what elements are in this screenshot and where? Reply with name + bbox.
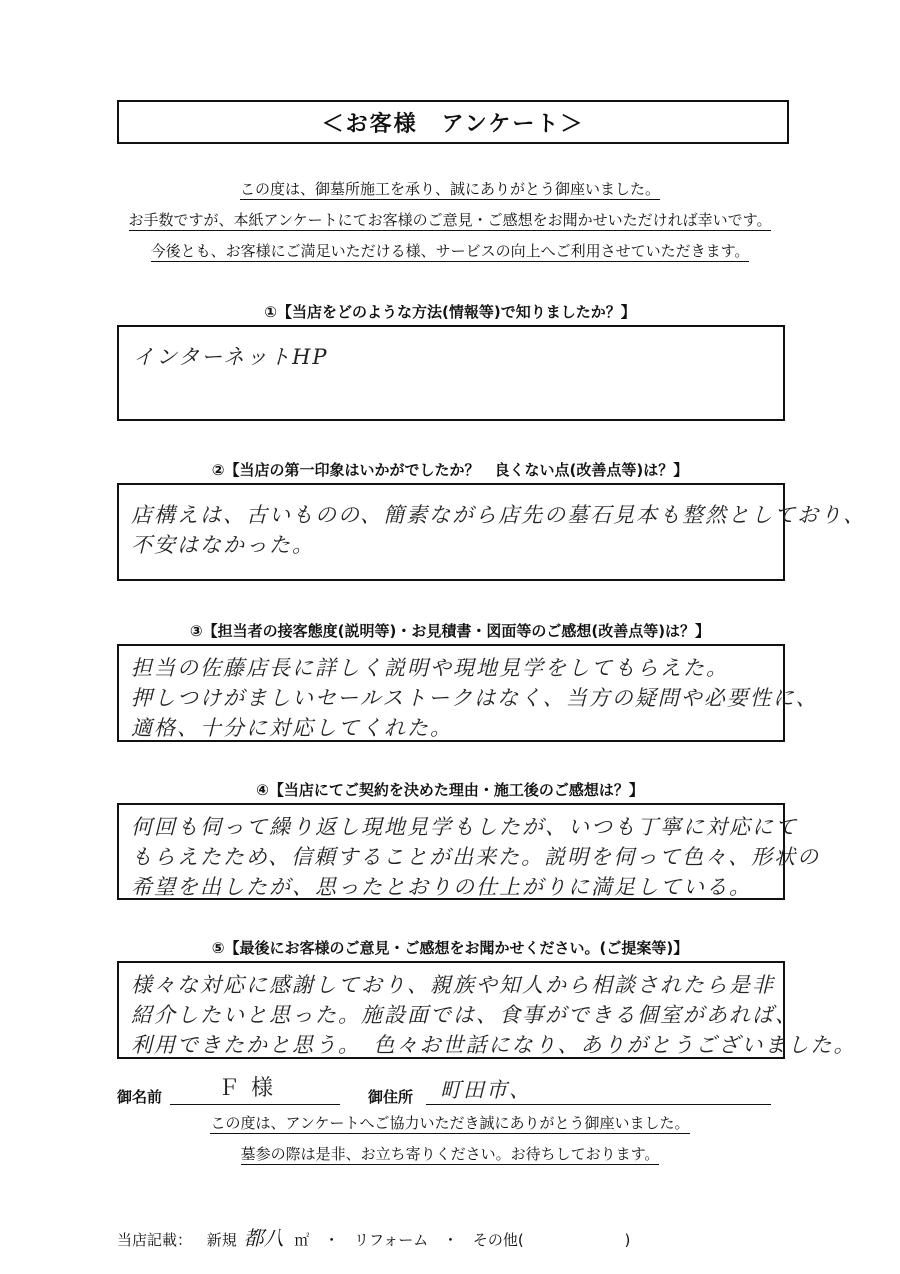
question-2-label: ②【当店の第一印象はいかがでしたか？ 良くない点(改善点等)は？】 [211,461,689,479]
question-3-answer-line: 適格、十分に対応してくれた。 [131,716,453,740]
store-entry-row [117,1222,630,1251]
question-4-answer-line: もらえたため、信頼することが出来た。説明を伺って色々、形状の [131,845,821,869]
question-5-label: ⑤【最後にお客様のご意見・ご感想をお聞かせください。(ご提案等)】 [211,939,689,957]
question-4-label: ④【当店にてご契約を決めた理由・施工後のご感想は？】 [256,781,644,799]
question-3-answer-line: 担当の佐藤店長に詳しく説明や現地見学をしてもらえた。 [131,656,729,680]
store-entry-new-label: 新規 [206,1231,237,1249]
survey-title: ＜お客様 アンケート＞ [117,100,789,144]
store-entry-reform-label: リフォーム [353,1231,429,1249]
store-entry-label: 当店記載： [117,1231,193,1249]
question-3-answer-box [117,644,819,742]
question-5-answer-line: 紹介したいと思った。施設面では、食事ができる個室があれば、 [131,1003,798,1027]
question-5-answer-line: 利用できたかと思う。 色々お世話になり、ありがとうございました。 [131,1033,857,1057]
question-3-answer-line: 押しつけがましいセールストークはなく、当方の疑問や必要性に、 [131,686,819,710]
question-2-answer-box [117,483,867,581]
question-2-answer-line: 不安はなかった。 [131,533,315,557]
address-label: 御住所 [368,1088,414,1106]
name-underline [170,1104,340,1105]
intro-line-2: お手数ですが、本紙アンケートにてお客様のご意見・ご感想をお聞かせいただければ幸いです。 [128,211,772,229]
name-label: 御名前 [117,1088,163,1106]
question-5-answer-box [117,961,857,1059]
footer-thanks: この度は、アンケートへご協力いただき誠にありがとう御座いました。 [210,1114,690,1132]
address-underline [426,1104,771,1105]
question-1-answer-line: インターネットHP [133,345,329,369]
store-entry-other-close: ) [624,1231,631,1249]
store-entry-other-label: その他( [472,1231,524,1249]
question-4-answer-line: 希望を出したが、思ったとおりの仕上がりに満足している。 [131,875,752,899]
footer-visit: 墓参の際は是非、お立ち寄りください。お待ちしております。 [240,1145,660,1163]
store-entry-separator: ・ [324,1231,340,1249]
question-5-answer-line: 様々な対応に感謝しており、親族や知人から相談されたら是非 [131,973,775,997]
intro-line-3: 今後とも、お客様にご満足いただける様、サービスの向上へご利用させていただきます。 [150,242,750,260]
store-entry-unit: ㎡ [294,1231,310,1249]
question-1-label: ①【当店をどのような方法(情報等)で知りましたか？】 [264,303,636,321]
question-4-answer-line: 何回も伺って繰り返し現地見学もしたが、いつも丁寧に対応にて [131,815,798,839]
question-3-label: ③【担当者の接客態度(説明等)・お見積書・図面等のご感想(改善点等)は？】 [189,622,711,640]
store-entry-separator: ・ [443,1231,459,1249]
store-entry-new-value: 都八 [243,1226,284,1250]
name-value: Ｆ 様 [218,1076,275,1101]
question-4-answer-box [117,803,821,900]
question-2-answer-line: 店構えは、古いものの、簡素ながら店先の墓石見本も整然としており、 [131,503,867,527]
address-value: 町田市、 [440,1078,532,1102]
intro-line-1: この度は、御墓所施工を承り、誠にありがとう御座いました。 [239,180,660,198]
question-1-answer-box [117,325,785,421]
